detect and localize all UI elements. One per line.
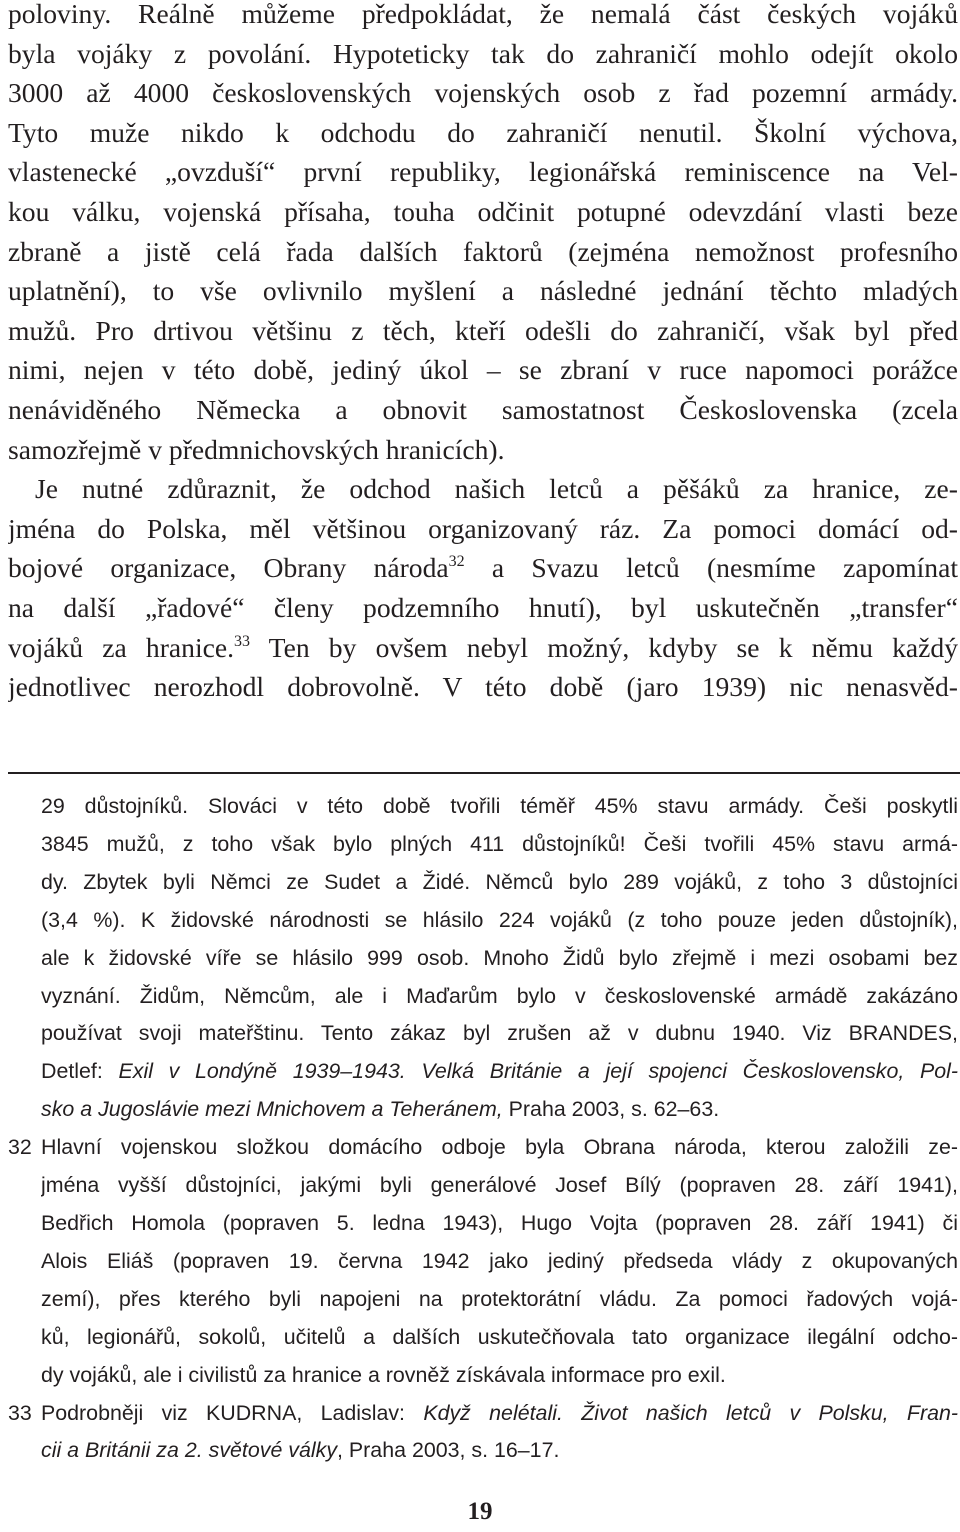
footnote-line xyxy=(41,1091,958,1129)
footnote-book-title: Exil v Londýně 1939–1943. Velká Británie a její spojenci Československo, Pol- xyxy=(118,1059,958,1084)
footnote-ref-33[interactable]: 33 xyxy=(234,632,251,650)
footnote-line: dy vojáků, ale i civilistů za hranice a rovněž získávala informace pro exil. xyxy=(41,1362,726,1387)
footnote-line: 3845 mužů, z toho však bylo plných 411 důstojníků! Češi tvořili 45% stavu armá- xyxy=(41,831,958,856)
page-number: 19 xyxy=(467,1498,493,1525)
footnote-line xyxy=(41,1053,958,1091)
body-line: uplatnění), to vše ovlivnilo myšlení a následné jednání těchto mladých xyxy=(8,275,958,307)
body-text-run: Ten by ovšem nebyl možný, kdyby se k němu každý xyxy=(250,631,958,663)
footnote-line: Bedřich Homola (popraven 5. ledna 1943), Hugo Vojta (popraven 28. září 1941) či xyxy=(41,1210,958,1235)
footnote-line: 29 důstojníků. Slováci v této době tvořili téměř 45% stavu armády. Češi poskytli xyxy=(41,794,958,818)
body-text-run: a Svazu letců (nesmíme zapomínat xyxy=(464,552,958,584)
footnote-text-run: , Praha 2003, s. 16–17. xyxy=(337,1438,560,1463)
footnote-book-title: Když nelétali. Život našich letců v Polsku, Fran- xyxy=(423,1400,958,1425)
body-line: Je nutné zdůraznit, že odchod našich letců a pěšáků za hranice, ze- xyxy=(35,473,958,505)
footnote-line: zemí), přes kterého byli napojeni na protektorátní vládu. Za pomoci řadových vojá- xyxy=(41,1286,958,1311)
body-line: 3000 až 4000 československých vojenských osob z řad pozemní armády. xyxy=(8,77,958,109)
footnote-line: ale k židovské víře se hlásilo 999 osob. Mnoho Židů bylo zřejmě i mezi osobami bez xyxy=(41,945,958,970)
footnote-line: vyznání. Židům, Němcům, ale i Maďarům bylo v československé armádě zakázáno xyxy=(41,983,958,1008)
footnote-line: Hlavní vojenskou složkou domácího odboje byla Obrana národa, kterou založili ze- xyxy=(41,1135,958,1160)
body-line: Tyto muže nikdo k odchodu do zahraničí nenutil. Školní výchova, xyxy=(8,116,958,148)
footnote-line xyxy=(41,1395,958,1433)
footnote-line: jména vyšší důstojníci, jakými byli generálové Josef Bílý (popraven 28. září 1941), xyxy=(41,1173,958,1198)
body-line: kou válku, vojenská přísaha, touha odčinit potupné odevzdání vlasti beze xyxy=(8,195,958,227)
footnote-book-title: cii a Británii za 2. světové války xyxy=(41,1438,338,1463)
footnote-book-title: sko a Jugoslávie mezi Mnichovem a Teheránem, xyxy=(41,1097,503,1122)
body-text-run: bojové organizace, Obrany národa xyxy=(8,552,449,584)
footnote-number: 32 xyxy=(8,1135,32,1160)
footnote-line: používat svoji mateřštinu. Tento zákaz byl zrušen až v dubnu 1940. Viz BRANDES, xyxy=(41,1021,958,1046)
body-line: na další „řadové“ členy podzemního hnutí), byl uskutečněn „transfer“ xyxy=(8,591,958,623)
body-line: nenáviděného Německa a obnovit samostatnost Československa (zcela xyxy=(8,393,958,425)
footnote-line: dy. Zbytek byli Němci ze Sudet a Židé. Němců bylo 289 vojáků, z toho 3 důstojníci xyxy=(41,869,958,894)
body-text-run: vojáků za hranice. xyxy=(8,631,235,663)
footnote-text-run: Detlef: xyxy=(41,1059,119,1084)
footnote-line xyxy=(41,1432,958,1470)
body-line xyxy=(8,548,958,588)
footnote-ref-32[interactable]: 32 xyxy=(448,553,465,571)
footnote-32 xyxy=(0,1129,958,1394)
body-line: jednotlivec nerozhodl dobrovolně. V této době (jaro 1939) nic nenasvěd- xyxy=(8,671,958,703)
body-line: poloviny. Reálně můžeme předpokládat, že nemalá část českých vojáků xyxy=(8,0,958,29)
footnote-number: 33 xyxy=(8,1400,32,1425)
footnote-33 xyxy=(0,1395,958,1471)
footnote-line: Alois Eliáš (popraven 19. června 1942 jako jediný předseda vlády z okupovaných xyxy=(41,1248,958,1273)
body-line: byla vojáky z povolání. Hypoteticky tak do zahraničí mohlo odejít okolo xyxy=(8,37,958,69)
body-line: vlastenecké „ovzduší“ první republiky, legionářská reminiscence na Vel- xyxy=(8,156,958,188)
body-line: samozřejmě v předmnichovských hranicích). xyxy=(8,433,505,465)
footnote-text-run: Praha 2003, s. 62–63. xyxy=(502,1097,720,1122)
footnote-text-run: Podrobněji viz KUDRNA, Ladislav: xyxy=(41,1400,424,1425)
main-text xyxy=(8,0,958,707)
footnotes xyxy=(0,788,958,1470)
footnote-29-continued xyxy=(0,788,958,1129)
footnote-divider xyxy=(8,772,960,774)
body-line: jména do Polska, měl většinou organizovaný ráz. Za pomoci domácí od- xyxy=(8,512,958,544)
body-line xyxy=(8,628,958,668)
body-line: zbraně a jistě celá řada dalších faktorů (zejména nemožnost profesního xyxy=(8,235,958,267)
footnote-line: ků, legionářů, sokolů, učitelů a dalších uskutečňovala tato organizace ilegální odcho- xyxy=(41,1324,958,1349)
footnote-line: (3,4 %). K židovské národnosti se hlásilo 224 vojáků (z toho pouze jeden důstojník), xyxy=(41,907,958,932)
body-line: nimi, nejen v této době, jediný úkol – se zbraní v ruce napomoci porážce xyxy=(8,354,958,386)
body-line: mužů. Pro drtivou většinu z těch, kteří odešli do zahraničí, však byl před xyxy=(8,314,958,346)
